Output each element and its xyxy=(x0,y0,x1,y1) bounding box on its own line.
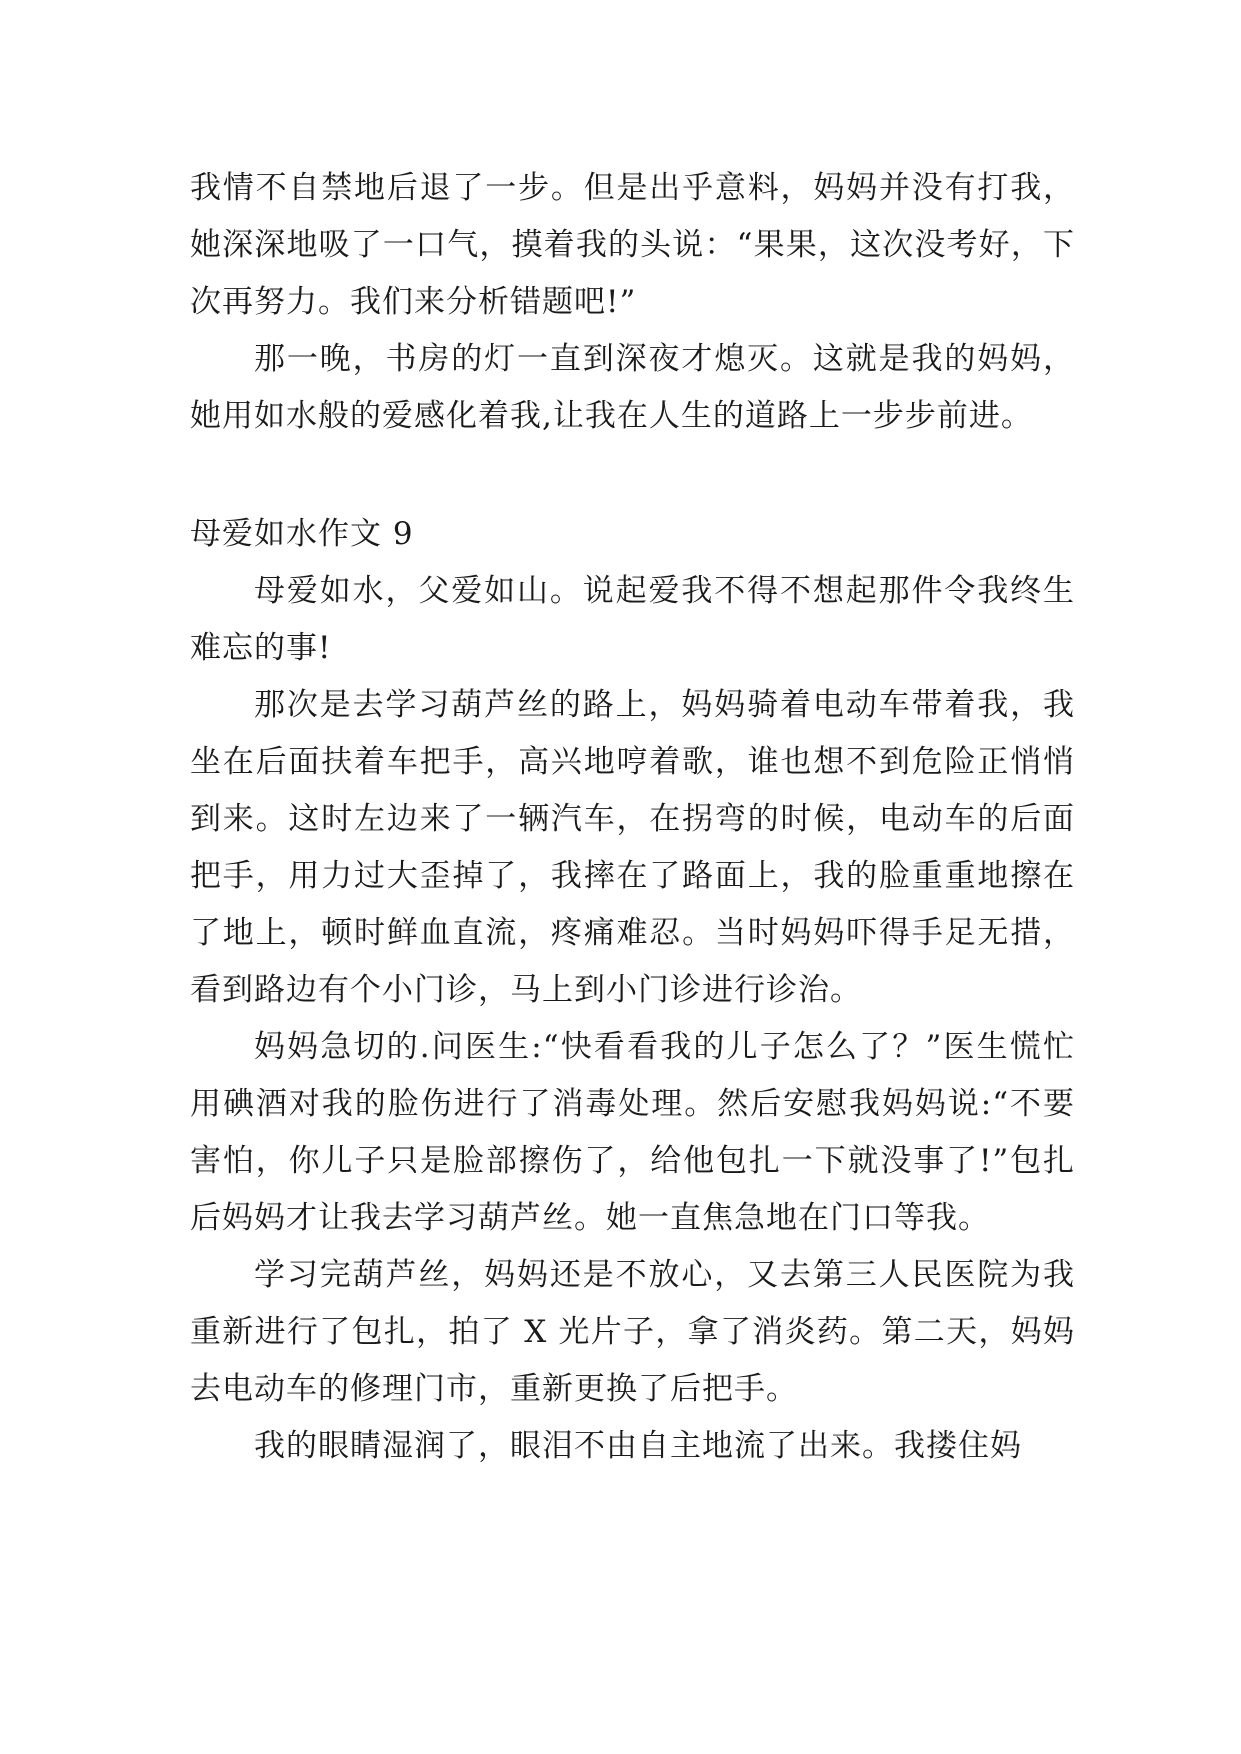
paragraph: 学习完葫芦丝，妈妈还是不放心，又去第三人民医院为我重新进行了包扎，拍了 X 光片子，拿了消炎药。第二天，妈妈去电动车的修理门市，重新更换了后把手。 xyxy=(190,1257,1075,1407)
paragraph: 母爱如水，父爱如山。说起爱我不得不想起那件令我终生难忘的事! xyxy=(190,573,1075,666)
paragraph: 那一晚，书房的灯一直到深夜才熄灭。这就是我的妈妈，她用如水般的爱感化着我,让我在人生的道路上一步步前进。 xyxy=(190,341,1075,434)
paragraph: 妈妈急切的.问医生:“快看看我的儿子怎么了？”医生慌忙用碘酒对我的脸伤进行了消毒处理。然后安慰我妈妈说:“不要害怕，你儿子只是脸部擦伤了，给他包扎一下就没事了!”包扎后妈妈才让我去学习葫芦丝。她一直焦急地在门口等我。 xyxy=(190,1029,1075,1236)
paragraph-continued: 我情不自禁地后退了一步。但是出乎意料，妈妈并没有打我，她深深地吸了一口气，摸着我的头说：“果果，这次没考好，下次再努力。我们来分析错题吧!” xyxy=(190,170,1075,320)
paragraph: 那次是去学习葫芦丝的路上，妈妈骑着电动车带着我，我坐在后面扶着车把手，高兴地哼着歌，谁也想不到危险正悄悄到来。这时左边来了一辆汽车，在拐弯的时候，电动车的后面把手，用力过大歪掉了，我摔在了路面上，我的脸重重地擦在了地上，顿时鲜血直流，疼痛难忍。当时妈妈吓得手足无措，看到路边有个小门诊，马上到小门诊进行诊治。 xyxy=(190,687,1075,1008)
paragraph: 我的眼睛湿润了，眼泪不由自主地流了出来。我搂住妈 xyxy=(254,1428,1022,1464)
section-title: 母爱如水作文 9 xyxy=(190,516,414,552)
document-body xyxy=(190,160,1075,1475)
